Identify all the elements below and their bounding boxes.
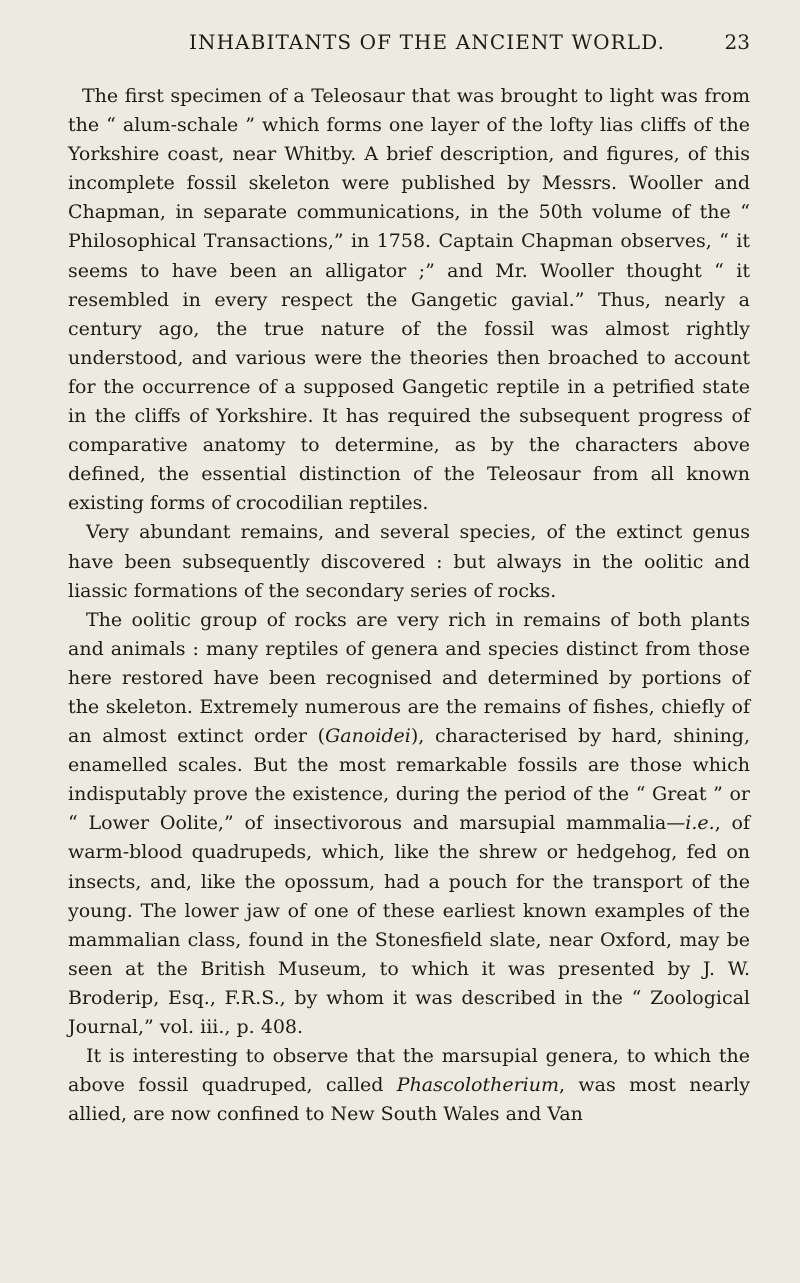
paragraph-4: [68, 1042, 750, 1129]
running-title: INHABITANTS OF THE ANCIENT WORLD.: [188, 30, 666, 54]
running-head: [68, 28, 750, 68]
paragraph-2-text: Very abundant remains, and several species, of the extinct genus have been subsequently discovered : but always in the oolitic and liassic formations of the secondary series of rocks.: [68, 521, 750, 602]
paragraph-2: [68, 518, 750, 605]
body-text: [68, 82, 750, 1129]
paragraph-1-text: The first specimen of a Teleosaur that was brought to light was from the “ alum-schale ” which forms one layer of the lofty lias cliffs of the Yorkshire coast, near Whitby. A brief description, and figures, of this incomplete fossil skeleton were published by Messrs. Wooller and Chapman, in separate communications, in the 50th volume of the “ Philosophical Transactions,” in 1758. Captain Chapman observes, “ it seems to have been an alligator ;” and Mr. Wooller thought “ it resembled in every respect the Gangetic gavial.” Thus, nearly a century ago, the true nature of the fossil was almost rightly understood, and various were the theories then broached to account for the occurrence of a supposed Gangetic reptile in a petrified state in the cliffs of Yorkshire. It has required the subsequent progress of comparative anatomy to determine, as by the characters above defined, the essential distinction of the Teleosaur from all known existing forms of crocodilian reptiles.: [68, 85, 750, 515]
paragraph-1: [68, 82, 750, 518]
paragraph-4-text-a: It is interesting to observe that the marsupial genera, to which the above fossil quadruped, called: [68, 1045, 750, 1097]
paragraph-3-text-c: , of warm-blood quadrupeds, which, like the shrew or hedgehog, fed on insects, and, like the opossum, had a pouch for the transport of the young. The lower jaw of one of these earliest known examples of the mammalian class, found in the Stonesfield slate, near Oxford, may be seen at the British Museum, to which it was presented by J. W. Broderip, Esq., F.R.S., by whom it was described in the “ Zoological Journal,” vol. iii., p. 408.: [68, 812, 750, 1038]
abbr-ie: i.e.: [685, 812, 715, 835]
paragraph-3-text-b: ), characterised by hard, shining, enamelled scales. But the most remarkable fossils are those which indisputably prove the existence, during the period of the “ Great ” or “ Lower Oolite,” of insectivorous and marsupial mammalia—: [68, 725, 751, 835]
paragraph-3: [68, 606, 750, 1042]
paragraph-4-text-b: , was most nearly allied, are now confined to New South Wales and Van: [68, 1074, 750, 1126]
term-ganoidei: Ganoidei: [325, 725, 411, 748]
paragraph-3-text-a: The oolitic group of rocks are very rich in remains of both plants and animals : many reptiles of genera and species distinct from those here restored have been recognised and determined by portions of the skeleton. Extremely numerous are the remains of fishes, chiefly of an almost extinct order (: [68, 608, 750, 748]
term-phascolotherium: Phascolotherium: [396, 1074, 560, 1097]
page-number: 23: [724, 30, 750, 54]
